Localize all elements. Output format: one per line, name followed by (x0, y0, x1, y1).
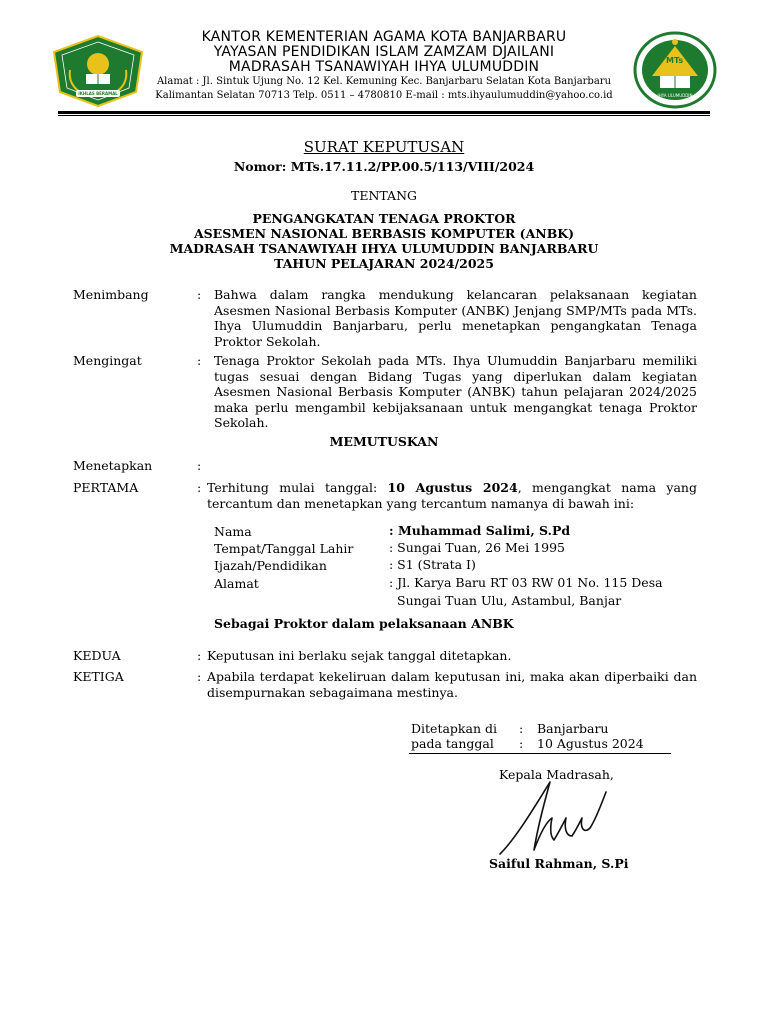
detail-value-ttl: : Sungai Tuan, 26 Mei 1995 (389, 540, 565, 555)
signature-date-colon: : (519, 736, 524, 751)
detail-label-alamat: Alamat (214, 576, 259, 591)
kedua-label: KEDUA (73, 648, 121, 663)
detail-label-ijazah: Ijazah/Pendidikan (214, 558, 327, 573)
menimbang-colon: : (197, 287, 202, 302)
letterhead-contact: Kalimantan Selatan 70713 Telp. 0511 – 4780810 E-mail : mts.ihyaulumuddin@yahoo.co.id (155, 90, 613, 101)
signature-place-colon: : (519, 721, 524, 736)
handwritten-signature (494, 778, 614, 856)
pertama-label: PERTAMA (73, 480, 139, 495)
menimbang-text: Bahwa dalam rangka mendukung kelancaran pelaksanaan kegiatan Asesmen Nasional Berbasis Komputer (ANBK) Jenjang SMP/MTs pada MTs. Ihya Ulumuddin Banjarbaru, perlu menetapkan pengangkatan Tenaga Proktor Sekolah. (214, 287, 697, 349)
menetapkan-colon: : (197, 458, 202, 473)
pertama-colon: : (197, 480, 202, 495)
letterhead-address: Alamat : Jl. Sintuk Ujung No. 12 Kel. Kemuning Kec. Banjarbaru Selatan Kota Banjarbaru (156, 76, 612, 87)
letterhead-school: MADRASAH TSANAWIYAH IHYA ULUMUDDIN (228, 59, 540, 75)
detail-value-alamat-2: Sungai Tuan Ulu, Astambul, Banjar (397, 593, 622, 608)
kedua-text: Keputusan ini berlaku sejak tanggal ditetapkan. (207, 648, 512, 663)
pertama-text-after: , mengangkat nama yang tercantum dan menetapkan yang tercantum namanya di bawah ini: (207, 480, 697, 511)
subject-line-3: MADRASAH TSANAWIYAH IHYA ULUMUDDIN BANJARBARU (169, 241, 599, 256)
subject-line-4: TAHUN PELAJARAN 2024/2025 (274, 256, 494, 271)
kedua-colon: : (197, 648, 202, 663)
menetapkan-label: Menetapkan (73, 458, 153, 473)
ketiga-colon: : (197, 669, 202, 684)
kemenag-logo-caption: IKHLAS BERAMAL (78, 91, 118, 96)
detail-value-ijazah: : S1 (Strata I) (389, 557, 476, 572)
signature-date-label: pada tanggal (411, 736, 494, 751)
signature-place-value: Banjarbaru (537, 721, 609, 736)
memutuskan-heading: MEMUTUSKAN (329, 434, 439, 449)
mengingat-colon: : (197, 353, 202, 368)
subject-line-1: PENGANGKATAN TENAGA PROKTOR (252, 211, 516, 226)
letterhead-divider-thin (58, 115, 710, 116)
signature-date-value: 10 Agustus 2024 (537, 736, 644, 751)
ketiga-label: KETIGA (73, 669, 124, 684)
signature-divider (409, 753, 671, 754)
signature-role: Kepala Madrasah, (499, 767, 614, 782)
letterhead-divider-thick (58, 111, 710, 114)
signature-place-label: Ditetapkan di (411, 721, 497, 736)
detail-value-nama: : Muhammad Salimi, S.Pd (389, 523, 571, 538)
letterhead-office: KANTOR KEMENTERIAN AGAMA KOTA BANJARBARU (201, 29, 567, 45)
detail-label-nama: Nama (214, 524, 252, 539)
ketiga-text: Apabila terdapat kekeliruan dalam keputusan ini, maka akan diperbaiki dan disempurnakan sebagaimana mestinya. (207, 669, 697, 700)
mengingat-label: Mengingat (73, 353, 142, 368)
pertama-text-before: Terhitung mulai tanggal: (207, 480, 388, 495)
mengingat-text: Tenaga Proktor Sekolah pada MTs. Ihya Ulumuddin Banjarbaru memiliki tugas sesuai dengan Bidang Tugas yang diperlukan dalam kegiatan Asesmen Nasional Berbasis Komputer (ANBK) tahun pelajaran 2024/2025 maka perlu mengambil kebijaksanaan untuk mengangkat tenaga Proktor Sekolah. (214, 353, 697, 430)
school-logo-mts: MTs (666, 56, 684, 65)
menimbang-label: Menimbang (73, 287, 149, 302)
proktor-note: Sebagai Proktor dalam pelaksanaan ANBK (214, 616, 514, 631)
tentang-heading: TENTANG (350, 188, 417, 203)
pertama-text (207, 480, 697, 511)
detail-value-alamat: : Jl. Karya Baru RT 03 RW 01 No. 115 Desa (389, 575, 663, 590)
document-title: SURAT KEPUTUSAN (303, 138, 465, 156)
subject-line-2: ASESMEN NASIONAL BERBASIS KOMPUTER (ANBK) (193, 226, 575, 241)
signatory-name: Saiful Rahman, S.Pi (489, 856, 629, 871)
school-logo-ring: IHYA ULUMUDDIN (657, 93, 693, 98)
detail-label-ttl: Tempat/Tanggal Lahir (214, 541, 354, 556)
letterhead-foundation: YAYASAN PENDIDIKAN ISLAM ZAMZAM DJAILANI (213, 44, 555, 60)
pertama-date: 10 Agustus 2024 (387, 480, 518, 495)
document-number: Nomor: MTs.17.11.2/PP.00.5/113/VIII/2024 (233, 159, 535, 174)
